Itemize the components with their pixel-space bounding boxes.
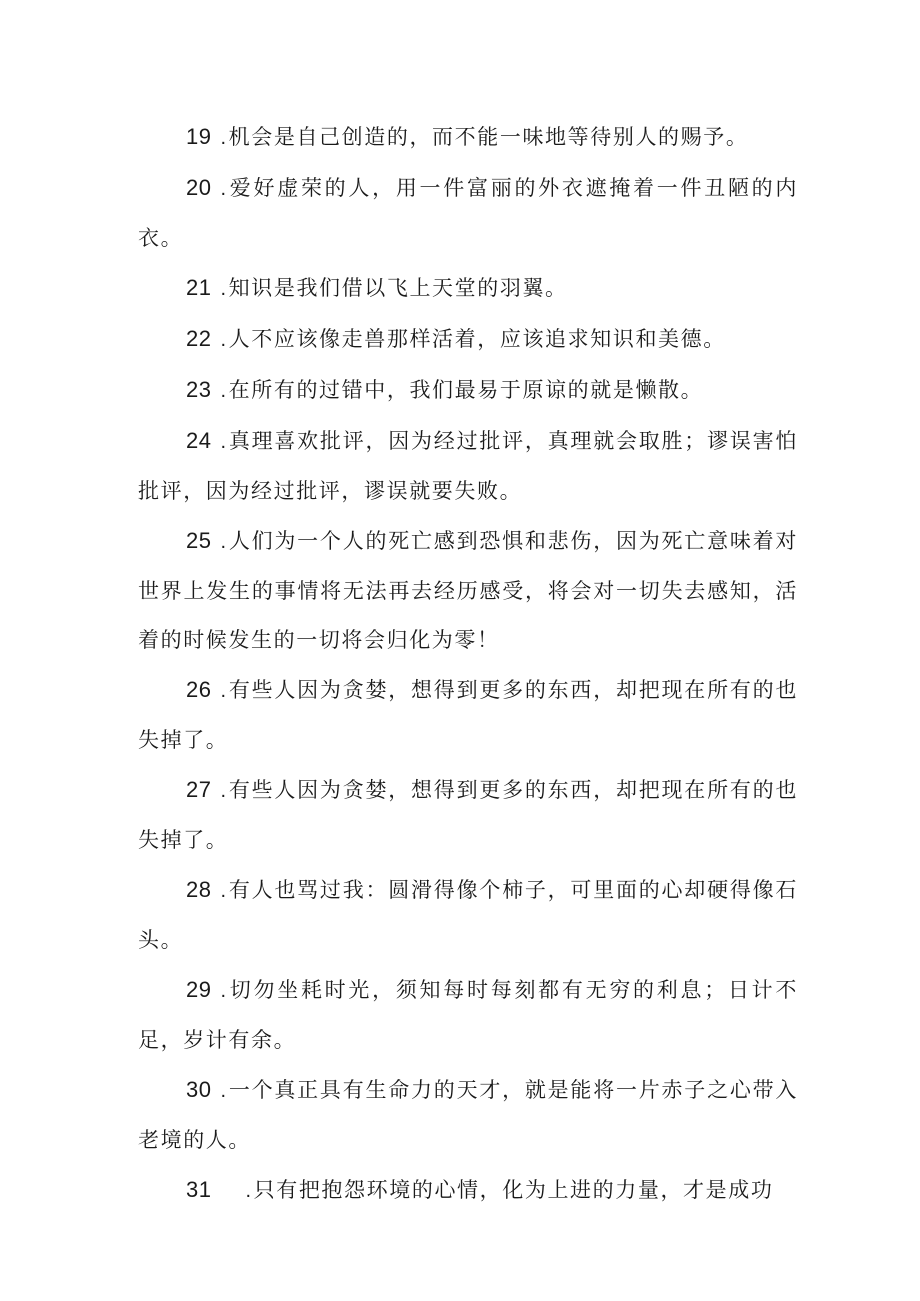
quote-list: [138, 112, 798, 1216]
item-number: 26: [186, 677, 212, 702]
item-text: 人不应该像走兽那样活着，应该追求知识和美德。: [228, 327, 726, 351]
list-item: 20 .爱好虚荣的人，用一件富丽的外衣遮掩着一件丑陋的内衣。: [138, 175, 798, 250]
list-item: 31 .只有把抱怨环境的心情，化为上进的力量，才是成功: [186, 1177, 774, 1202]
list-item: 28 .有人也骂过我：圆滑得像个柿子，可里面的心却硬得像石头。: [138, 877, 798, 952]
list-item: 22 .人不应该像走兽那样活着，应该追求知识和美德。: [186, 326, 726, 351]
list-item: 25 .人们为一个人的死亡感到恐惧和悲伤，因为死亡意味着对世界上发生的事情将无法再去经历感受，将会对一切失去感知，活着的时候发生的一切将会归化为零！: [138, 528, 798, 652]
item-text: 知识是我们借以飞上天堂的羽翼。: [228, 276, 568, 300]
item-number: 27: [186, 777, 212, 802]
item-text: 一个真正具有生命力的天才，就是能将一片赤子之心带入老境的人。: [138, 1078, 798, 1152]
item-number: 20: [186, 175, 212, 200]
item-text: 人们为一个人的死亡感到恐惧和悲伤，因为死亡意味着对世界上发生的事情将无法再去经历感受，将会对一切失去感知，活着的时候发生的一切将会归化为零！: [138, 529, 798, 652]
item-text: 爱好虚荣的人，用一件富丽的外衣遮掩着一件丑陋的内衣。: [138, 176, 798, 250]
list-item: 23 .在所有的过错中，我们最易于原谅的就是懒散。: [186, 377, 704, 402]
list-item: 26 .有些人因为贪婪，想得到更多的东西，却把现在所有的也失掉了。: [138, 677, 798, 752]
item-number: 29: [186, 977, 212, 1002]
item-number: 19: [186, 124, 212, 149]
item-number: 28: [186, 877, 212, 902]
item-text: 真理喜欢批评，因为经过批评，真理就会取胜；谬误害怕批评，因为经过批评，谬误就要失败。: [138, 429, 798, 503]
item-text: 有人也骂过我：圆滑得像个柿子，可里面的心却硬得像石头。: [138, 878, 798, 952]
item-number: 22: [186, 326, 212, 351]
item-number: 30: [186, 1077, 212, 1102]
item-text: 只有把抱怨环境的心情，化为上进的力量，才是成功: [253, 1178, 774, 1202]
list-item: 27 .有些人因为贪婪，想得到更多的东西，却把现在所有的也失掉了。: [138, 777, 798, 852]
list-item: 30 .一个真正具有生命力的天才，就是能将一片赤子之心带入老境的人。: [138, 1077, 798, 1152]
list-item: 29 .切勿坐耗时光，须知每时每刻都有无穷的利息；日计不足，岁计有余。: [138, 977, 798, 1052]
item-text: 有些人因为贪婪，想得到更多的东西，却把现在所有的也失掉了。: [138, 678, 798, 752]
item-number: 21: [186, 275, 212, 300]
list-item: 21 .知识是我们借以飞上天堂的羽翼。: [186, 275, 568, 300]
item-number: 24: [186, 428, 212, 453]
list-item: 19 .机会是自己创造的，而不能一味地等待别人的赐予。: [186, 124, 749, 149]
item-number: 23: [186, 377, 212, 402]
item-text: 在所有的过错中，我们最易于原谅的就是懒散。: [228, 378, 704, 402]
item-text: 机会是自己创造的，而不能一味地等待别人的赐予。: [228, 125, 749, 149]
item-number: 31: [186, 1177, 212, 1202]
item-text: 有些人因为贪婪，想得到更多的东西，却把现在所有的也失掉了。: [138, 778, 798, 852]
item-text: 切勿坐耗时光，须知每时每刻都有无穷的利息；日计不足，岁计有余。: [138, 978, 798, 1052]
item-number: 25: [186, 528, 212, 553]
list-item: 24 .真理喜欢批评，因为经过批评，真理就会取胜；谬误害怕批评，因为经过批评，谬误就要失败。: [138, 428, 798, 503]
